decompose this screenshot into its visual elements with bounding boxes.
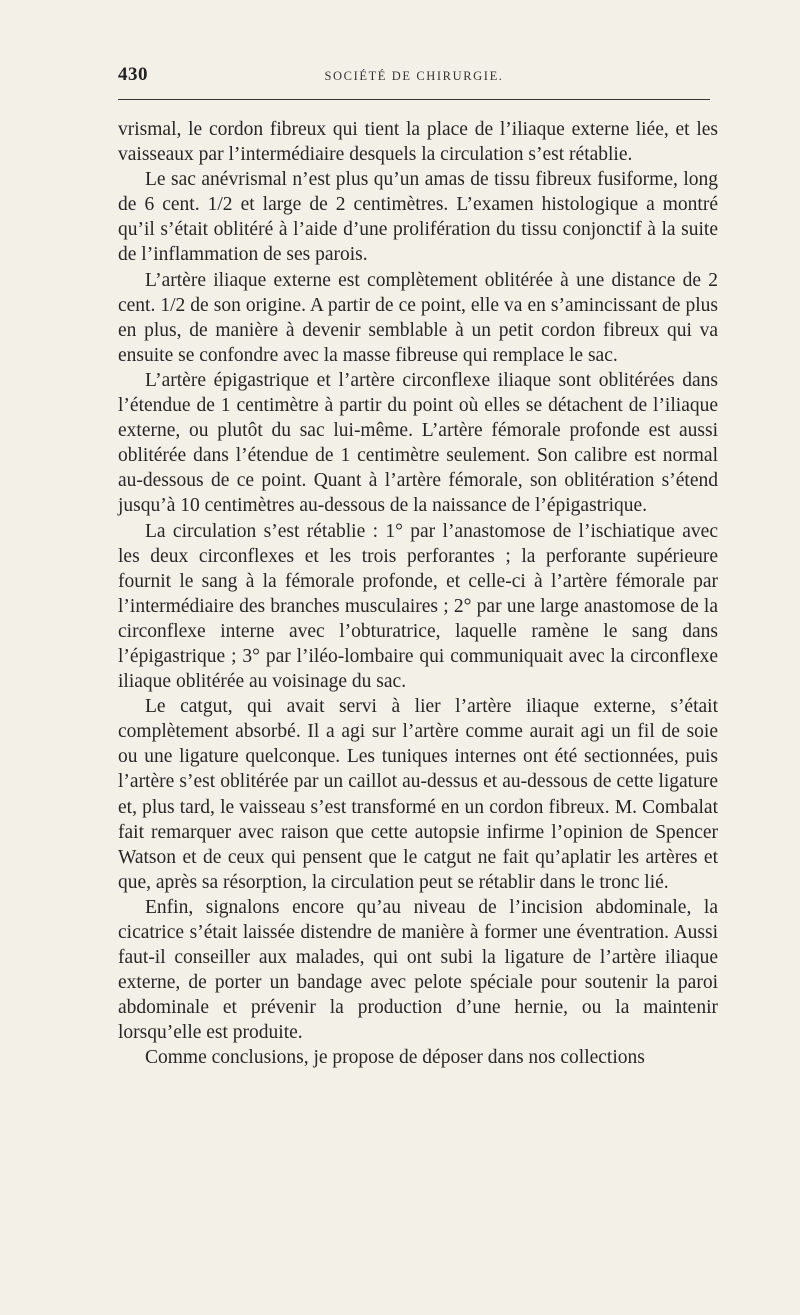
body-text (118, 117, 718, 1071)
header-rule (118, 99, 710, 100)
page-header (118, 64, 710, 88)
paragraph: Le sac anévrismal n’est plus qu’un amas de tissu fibreux fusiforme, long de 6 cent. 1/2 et large de 2 centimètres. L’examen histologique a montré qu’il s’était oblitéré à l’aide d’une prolifération du tissu conjonctif à la suite de l’inflammation de ses parois. (118, 169, 718, 266)
paragraph: L’artère iliaque externe est complètement oblitérée à une distance de 2 cent. 1/2 de son origine. A partir de ce point, elle va en s’amincissant de plus en plus, de manière à devenir semblable à un petit cordon fibreux qui va ensuite se confondre avec la masse fibreuse qui remplace le sac. (118, 269, 718, 366)
paragraph: L’artère épigastrique et l’artère circonflexe iliaque sont oblitérées dans l’étendue de 1 centimètre à partir du point où elles se détachent de l’iliaque externe, ou plutôt du sac lui-même. L’artère fémorale profonde est aussi oblitérée dans l’étendue de 1 centimètre seulement. Son calibre est normal au-dessous de ce point. Quant à l’artère fémorale, son oblitération s’étend jusqu’à 10 centimètres au-dessous de la naissance de l’épigastrique. (118, 369, 718, 517)
paragraph: La circulation s’est rétablie : 1° par l’anastomose de l’ischiatique avec les deux circonflexes et les trois perforantes ; la perforante supérieure fournit le sang à la fémorale profonde, et celle-ci à l’artère fémorale par l’intermédiaire des branches musculaires ; 2° par une large anastomose de la circonflexe interne avec l’obturatrice, laquelle ramène le sang dans l’épigastrique ; 3° par l’iléo-lombaire qui communiquait avec la circonflexe iliaque oblitérée au voisinage du sac. (118, 520, 718, 693)
paragraph: Enfin, signalons encore qu’au niveau de l’incision abdominale, la cicatrice s’était laissée distendre de manière à former une éventration. Aussi faut-il conseiller aux malades, qui ont subi la ligature de l’artère iliaque externe, de porter un bandage avec pelote spéciale pour soutenir la paroi abdominale et prévenir la production d’une hernie, ou la maintenir lorsqu’elle est produite. (118, 896, 718, 1044)
paragraph: vrismal, le cordon fibreux qui tient la place de l’iliaque externe liée, et les vaisseaux par l’intermédiaire desquels la circulation s’est rétablie. (118, 119, 718, 166)
running-head: SOCIÉTÉ DE CHIRURGIE. (324, 69, 504, 83)
page-number: 430 (118, 64, 148, 85)
paragraph: Le catgut, qui avait servi à lier l’artère iliaque externe, s’était complètement absorbé. Il a agi sur l’artère comme aurait agi un fil de soie ou une ligature quelconque. Les tuniques internes ont été sectionnées, puis l’artère s’est oblitérée par un caillot au-dessus et au-dessous de cette ligature et, plus tard, le vaisseau s’est transformé en un cordon fibreux. M. Combalat fait remarquer avec raison que cette autopsie infirme l’opinion de Spencer Watson et de ceux qui pensent que le catgut ne fait qu’aplatir les artères et que, après sa résorption, la circulation peut se rétablir dans le tronc lié. (118, 696, 718, 893)
paragraph: Comme conclusions, je propose de déposer dans nos collections (145, 1047, 645, 1069)
